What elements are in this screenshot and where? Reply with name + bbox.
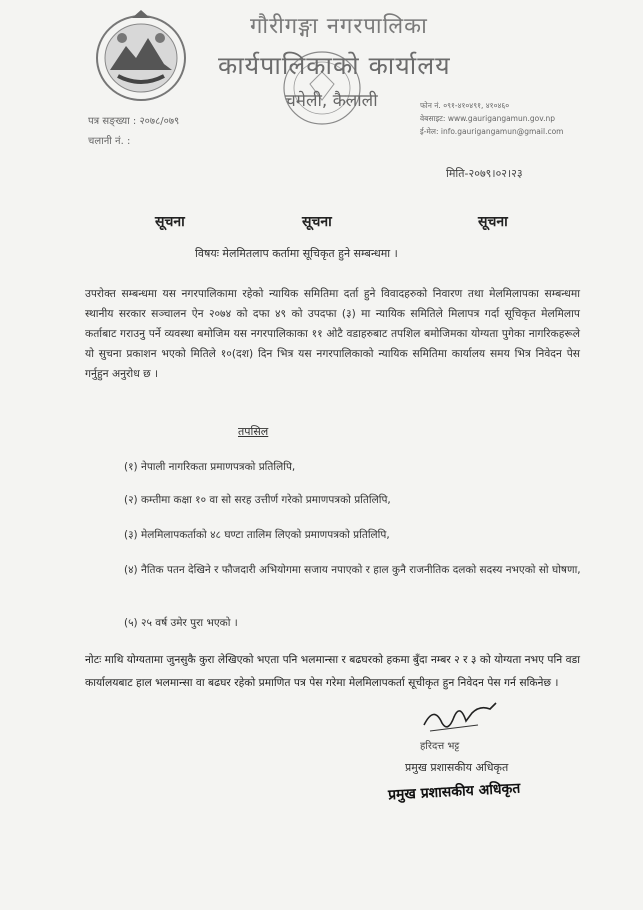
organization-name: गौरीगङ्गा नगरपालिका — [250, 14, 428, 39]
designation-stamp: प्रमुख प्रशासकीय अधिकृत — [387, 780, 521, 804]
notice-heading: सूचना — [155, 214, 185, 230]
schedule-item: (२) कम्तीमा कक्षा १० वा सो सरह उत्तीर्ण गरेको प्रमाणपत्रको प्रतिलिपि, — [124, 494, 391, 506]
signature-icon — [420, 695, 500, 740]
contact-phone: फोन नं. ०९१-४१०४९१, ४१०४६० — [420, 101, 510, 110]
dispatch-number: चलानी नं. : — [88, 136, 131, 147]
subject-line: विषयः मेलमितलाप कर्तामा सूचिकृत हुने सम्बन्धमा । — [195, 247, 398, 260]
body-paragraph: उपरोक्त सम्बन्धमा यस नगरपालिकामा रहेको न्यायिक समितिमा दर्ता हुने विवादहरुको निवारण तथा मेलमिलापका सम्बन्धमा स्थानीय सरकार सञ्चालन ऐन २०७४ को दफा ४९ को उपदफा (३) मा न्यायिक समितिले मिलापत्र गर्दा सूचिकृत मेलमिलाप कर्ताबाट गराउनु पर्ने व्यवस्था बमोजिम यस नगरपालिकाका ११ ओटै वडाहरुबाट तपशिल बमोजिमका योग्यता पुगेका नागरिकहरूले यो सुचना प्रकाशन भएको मितिले १०(दश) दिन भित्र यस नगरपालिकाको न्यायिक समितिमा कार्यालय समय भित्र निवेदन पेस गर्नुहुन अनुरोध छ । — [85, 287, 580, 380]
schedule-item: (४) नैतिक पतन देखिने र फौजदारी अभियोगमा सजाय नपाएको र हाल कुनै राजनीतिक दलको सदस्य नभएको सो घोषणा, — [124, 564, 581, 576]
schedule-item: (३) मेलमिलापकर्ताको ४८ घण्टा तालिम लिएको प्रमाणपत्रको प्रतिलिपि, — [124, 529, 390, 541]
schedule-item: (१) नेपाली नागरिकता प्रमाणपत्रको प्रतिलिपि, — [124, 461, 296, 473]
schedule-item: (५) २५ वर्ष उमेर पुरा भएको । — [124, 617, 238, 629]
notice-heading: सूचना — [302, 214, 332, 230]
contact-website: वेबसाइट: www.gaurigangamun.gov.np — [420, 114, 555, 123]
signatory-name: हरिदत्त भट्ट — [420, 741, 460, 752]
letter-date: मिति-२०७९।०२।२३ — [446, 167, 523, 180]
nepal-emblem-icon — [92, 8, 190, 104]
schedule-title: तपसिल — [238, 425, 269, 438]
office-address: चमेली, कैलाली — [285, 91, 378, 111]
contact-email: ई-मेल: info.gaurigangamun@gmail.com — [420, 127, 564, 136]
signatory-title: प्रमुख प्रशासकीय अधिकृत — [405, 761, 509, 774]
letter-number: पत्र सङ्ख्या : २०७८/०७९ — [88, 116, 180, 127]
notice-heading: सूचना — [478, 214, 508, 230]
office-name: कार्यपालिकाको कार्यालय — [218, 51, 451, 80]
note-paragraph: नोटः माथि योग्यतामा जुनसुकै कुरा लेखिएको भएता पनि भलमान्सा र बढघरको हकमा बुँदा नम्बर २ र ३ को योग्यता नभए पनि वडा कार्यालयबाट हाल भलमान्सा वा बढघर रहेको प्रमाणित पत्र पेस गरेमा मेलमिलापकर्ता सूचीकृत हुन निवेदन पेस गर्न सकिनेछ । — [85, 653, 581, 689]
